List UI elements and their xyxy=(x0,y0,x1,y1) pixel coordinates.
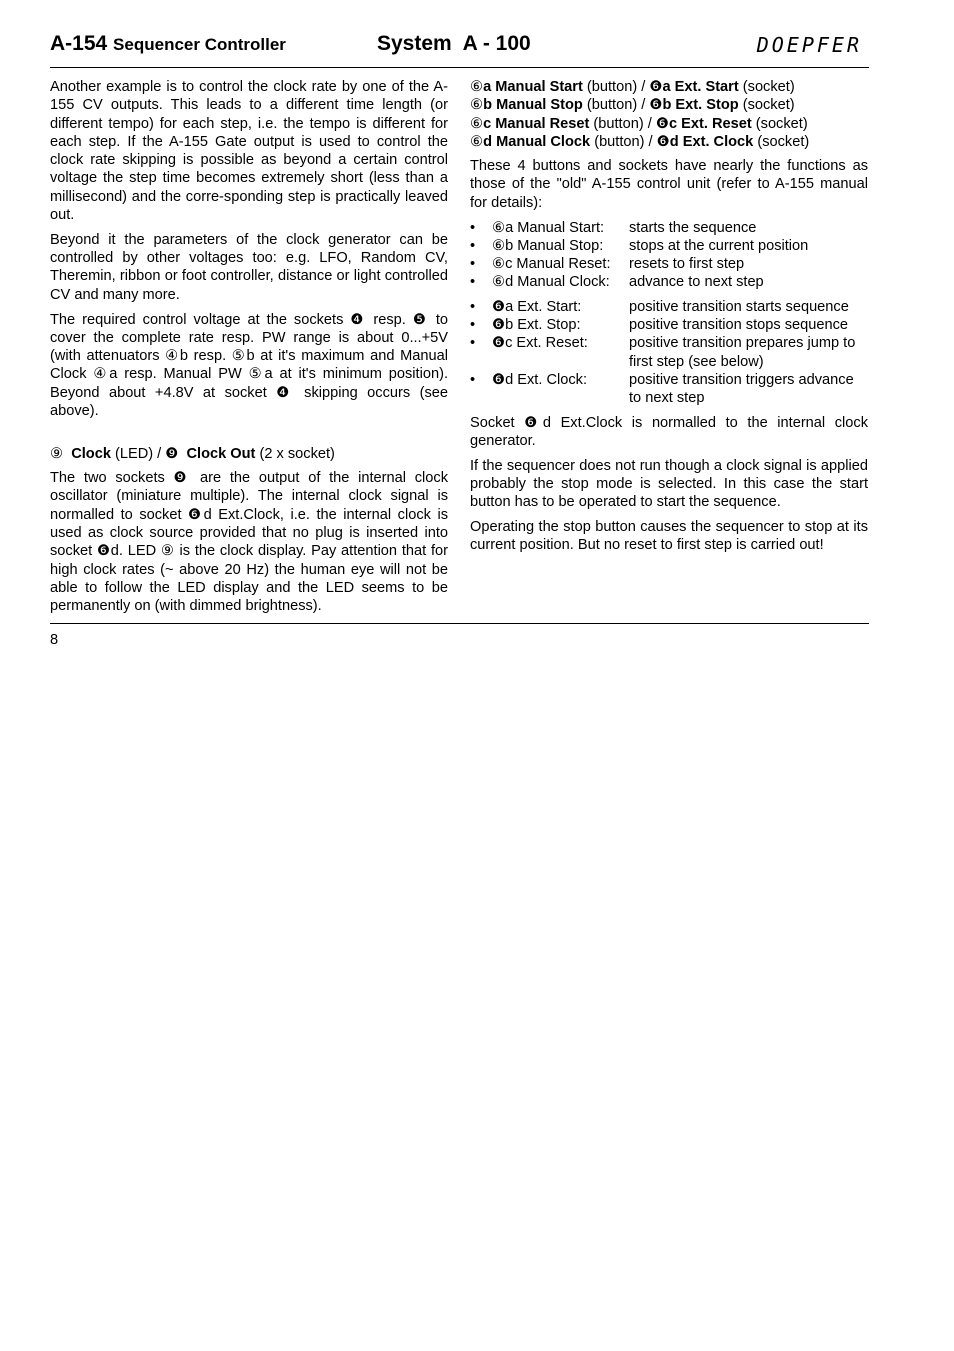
heading-text: (LED) / xyxy=(115,445,162,462)
heading-bold: b Manual Stop xyxy=(483,97,583,114)
section-heading-line xyxy=(470,115,868,133)
bullet: • xyxy=(470,335,476,352)
heading-text: (button) / xyxy=(594,133,653,150)
socket-symbol: ❻ xyxy=(649,97,663,114)
bullet: • xyxy=(470,219,476,236)
brand-logo: DOEPFER xyxy=(756,33,862,57)
list-item-term: ⑥b Manual Stop: xyxy=(492,237,604,254)
list-item xyxy=(470,371,868,408)
list-item-term: ⑥d Manual Clock: xyxy=(492,274,610,291)
bullet: • xyxy=(470,237,476,254)
list-item-description: positive transition starts sequence xyxy=(629,298,849,315)
left-column xyxy=(50,78,448,622)
heading-bold: Clock xyxy=(71,445,111,462)
button-symbol: ⑥ xyxy=(470,133,484,150)
button-symbol: ⑥ xyxy=(470,97,484,114)
bullet: • xyxy=(470,298,476,315)
heading-text: (socket) xyxy=(742,79,795,95)
manual-controls-list xyxy=(470,219,808,292)
heading-bold: d Manual Clock xyxy=(483,133,591,150)
bullet: • xyxy=(470,371,476,388)
paragraph: Another example is to control the clock rate by one of the A-155 CV outputs. This leads to a different time length (or different tempo) for each step, i.e. the tempo is different for each step. If the A-155 Gate output is used to control the clock rate skipping is possible as beyond a certain control voltage the step time becomes extremely short (less than a millisecond) and the corre-sponding step is practically leaved out. xyxy=(50,79,448,224)
section-heading-line xyxy=(470,133,868,151)
list-item-term: ❻c Ext. Reset: xyxy=(492,335,588,352)
list-item xyxy=(470,316,868,334)
heading-text: (button) / xyxy=(586,79,646,95)
led-symbol: ⑨ xyxy=(50,445,64,462)
list-item-description: starts the sequence xyxy=(629,219,757,236)
list-item xyxy=(470,273,808,291)
socket-symbol: ❻ xyxy=(649,79,663,95)
paragraph: These 4 buttons and sockets have nearly the functions as those of the "old" A-155 control unit (refer to A-155 manual for details): xyxy=(470,158,868,211)
socket-symbol: ❻ xyxy=(655,115,669,132)
section-headings xyxy=(470,78,868,151)
heading-text: (button) / xyxy=(593,115,652,132)
heading-bold: a Manual Start xyxy=(483,79,583,95)
external-sockets-list xyxy=(470,298,868,408)
system-title: System A - 100 xyxy=(377,32,531,55)
list-item-term: ❻a Ext. Start: xyxy=(492,298,582,315)
section-heading-line xyxy=(470,96,868,114)
heading-bold: c Manual Reset xyxy=(483,115,590,132)
module-number: A-154 xyxy=(50,32,108,55)
footer-divider xyxy=(50,623,869,624)
right-column xyxy=(470,78,868,561)
heading-text: (button) / xyxy=(586,97,646,114)
bullet: • xyxy=(470,317,476,334)
list-item-term: ❻b Ext. Stop: xyxy=(492,317,581,334)
list-item xyxy=(470,298,868,316)
paragraph: Operating the stop button causes the sequencer to stop at its current position. But no reset to first step is carried out! xyxy=(470,519,868,554)
header-divider xyxy=(50,67,869,68)
button-symbol: ⑥ xyxy=(470,115,484,132)
list-item xyxy=(470,237,808,255)
heading-bold: c Ext. Reset xyxy=(668,115,752,132)
bullet: • xyxy=(470,256,476,273)
list-item-description: positive transition prepares jump to first step (see below) xyxy=(629,335,856,370)
paragraph: The two sockets ❾ are the output of the internal clock oscillator (miniature multiple). The internal clock signal is normalled to socket ❻d Ext.Clock, i.e. the internal clock is used as clock source provided that no plug is inserted into socket ❻d. LED ⑨ is the clock display. Pay attention that for high clock rates (~ above 20 Hz) the human eye will not be able to follow the LED display and the LED seems to be permanently on (with dimmed brightness). xyxy=(50,470,448,615)
bullet: • xyxy=(470,274,476,291)
heading-text: (2 x socket) xyxy=(259,445,335,462)
module-title xyxy=(50,32,286,56)
socket-symbol: ❾ xyxy=(165,445,179,462)
list-item xyxy=(470,219,808,237)
heading-text: (socket) xyxy=(755,115,808,132)
list-item-term: ❻d Ext. Clock: xyxy=(492,371,587,388)
list-item-description: stops at the current position xyxy=(629,237,809,254)
heading-text: (socket) xyxy=(757,133,810,150)
page-number: 8 xyxy=(50,632,59,648)
list-item-description: advance to next step xyxy=(629,274,764,291)
paragraph: The required control voltage at the sockets ❹ resp. ❺ to cover the complete rate resp. PW range is about 0...+5V (with attenuators ④b resp. ⑤b at it's maximum and Manual Clock ④a resp. Manual PW ⑤a at it's minimum position). Beyond about +4.8V at socket ❹ skipping occurs (see above). xyxy=(50,311,448,420)
heading-bold: a Ext. Start xyxy=(662,79,739,95)
button-symbol: ⑥ xyxy=(470,79,484,95)
paragraph: Beyond it the parameters of the clock generator can be controlled by other voltages too: e.g. LFO, Random CV, Theremin, ribbon or foot controller, distance or light controlled CV and many more. xyxy=(50,231,448,303)
paragraph: If the sequencer does not run though a clock signal is applied probably the stop mode is selected. In this case the start button has to be operated to start the sequence. xyxy=(470,457,868,511)
page-header xyxy=(50,30,868,66)
list-item-term: ⑥a Manual Start: xyxy=(492,219,605,236)
list-item-description: resets to first step xyxy=(629,256,745,273)
socket-symbol: ❻ xyxy=(656,133,670,150)
heading-text: (socket) xyxy=(742,97,795,114)
paragraph: Socket ❻d Ext.Clock is normalled to the internal clock generator. xyxy=(470,414,868,449)
section-heading-line xyxy=(470,78,868,96)
list-item xyxy=(470,255,808,273)
module-subtitle: Sequencer Controller xyxy=(113,35,286,54)
section-heading-clock xyxy=(50,445,448,463)
heading-bold: d Ext. Clock xyxy=(669,133,754,150)
heading-bold: Clock Out xyxy=(186,445,256,462)
list-item xyxy=(470,334,868,371)
list-item-description: positive transition stops sequence xyxy=(629,317,849,334)
list-item-term: ⑥c Manual Reset: xyxy=(492,256,611,273)
heading-bold: b Ext. Stop xyxy=(662,97,739,114)
list-item-description: positive transition triggers advance to next step xyxy=(629,371,854,407)
